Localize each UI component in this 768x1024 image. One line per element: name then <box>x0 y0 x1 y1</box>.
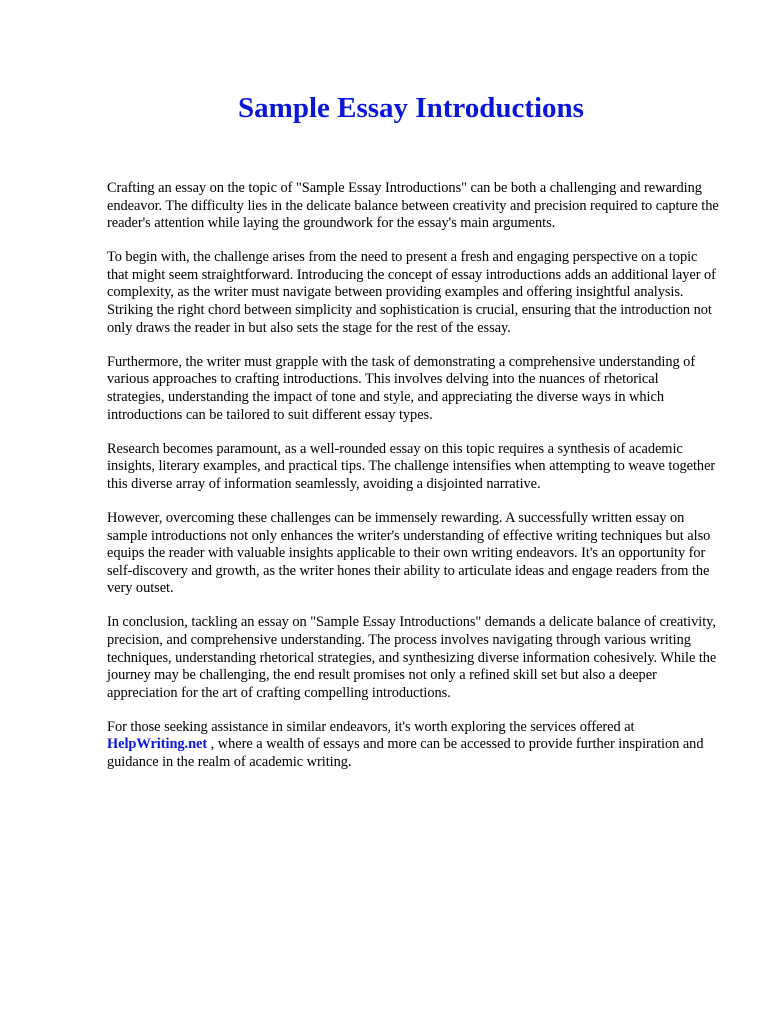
essay-body <box>107 180 719 788</box>
closing-text-after-link: , where a wealth of essays and more can be accessed to provide further inspiration and guidance in the realm of academic writing. <box>107 736 704 771</box>
helpwriting-link[interactable]: HelpWriting.net <box>107 736 208 753</box>
paragraph-rewards: However, overcoming these challenges can be immensely rewarding. A successfully written essay on sample introductions not only enhances the writer's understanding of effective writing techniques but also equips the reader with valuable insights applicable to their own writing endeavors. It's an opportunity for self-discovery and growth, as the writer hones their ability to articulate ideas and engage readers from the very outset. <box>107 509 711 597</box>
paragraph-conclusion: In conclusion, tackling an essay on "Sample Essay Introductions" demands a delicate balance of creativity, precision, and comprehensive understanding. The process involves navigating through various writing techniques, understanding rhetorical strategies, and synthesizing diverse information cohesively. While the journey may be challenging, the end result promises not only a refined skill set but also a deeper appreciation for the art of crafting compelling introductions. <box>107 614 717 701</box>
paragraph-intro: Crafting an essay on the topic of "Sample Essay Introductions" can be both a challenging and rewarding endeavor. The difficulty lies in the delicate balance between creativity and precision required to capture the reader's attention while laying the groundwork for the essay's main arguments. <box>107 180 719 232</box>
paragraph-approaches: Furthermore, the writer must grapple with the task of demonstrating a comprehensive understanding of various approaches to crafting introductions. This involves delving into the nuances of rhetorical strategies, understanding the impact of tone and style, and appreciating the diverse ways in which introductions can be tailored to suit different essay types. <box>107 353 696 423</box>
paragraph-closing <box>107 719 719 772</box>
paragraph-challenge: To begin with, the challenge arises from the need to present a fresh and engaging perspective on a topic that might seem straightforward. Introducing the concept of essay introductions adds an additional layer of complexity, as the writer must navigate between providing examples and offering insightful analysis. Striking the right chord between simplicity and sophistication is crucial, ensuring that the introduction not only draws the reader in but also sets the stage for the rest of the essay. <box>107 249 716 336</box>
paragraph-research: Research becomes paramount, as a well-rounded essay on this topic requires a synthesis of academic insights, literary examples, and practical tips. The challenge intensifies when attempting to weave together this diverse array of information seamlessly, avoiding a disjointed narrative. <box>107 440 716 492</box>
closing-text-before-link: For those seeking assistance in similar endeavors, it's worth exploring the services offered at <box>107 718 635 735</box>
page-title: Sample Essay Introductions <box>238 92 584 124</box>
